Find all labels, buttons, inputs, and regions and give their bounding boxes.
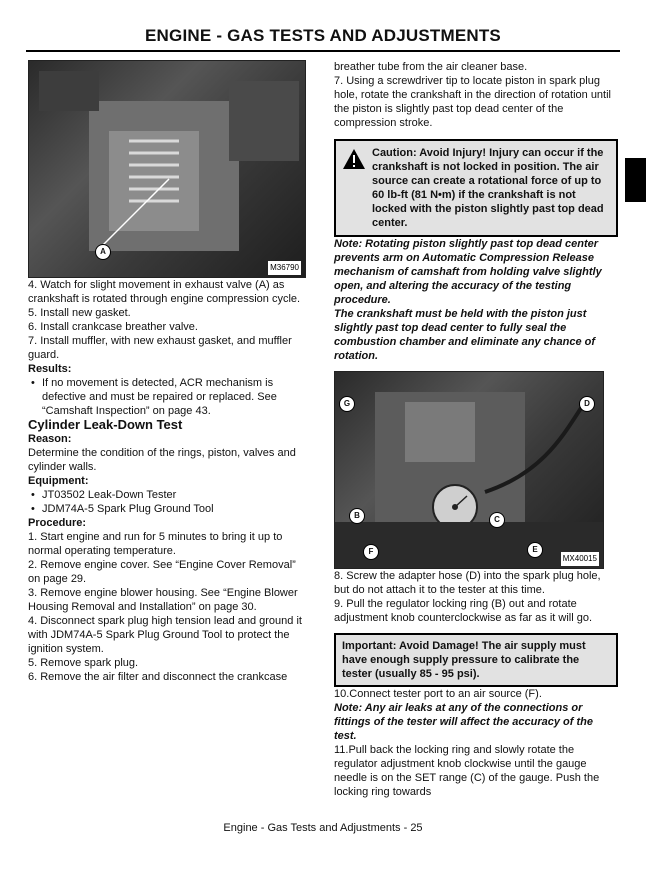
note-top-dead-center: Note: Rotating piston slightly past top dead center prevents arm on Automatic Compression Release mechanism of camshaft from holding valve slightly open, and altering the accuracy of the testing procedure. xyxy=(334,238,602,306)
reason-heading: Reason: xyxy=(28,433,72,445)
caution-text: Caution: Avoid Injury! Injury can occur if the crankshaft is not locked in position. The air source can create a rotational force of up to 60 lb-ft (81 N•m) if the crankshaft is not locked with the piston slightly past top dead center. xyxy=(372,147,604,229)
section-tab xyxy=(625,158,646,202)
page-title: ENGINE - GAS TESTS AND ADJUSTMENTS xyxy=(145,26,501,45)
note-air-leaks: Note: Any air leaks at any of the connections or fittings of the tester will affect the accuracy of the test. xyxy=(334,702,593,742)
procedure-step: 6. Remove the air filter and disconnect the crankcase xyxy=(28,671,288,683)
step-screw-adapter: 8. Screw the adapter hose (D) into the spark plug hole, but do not attach it to the tester at this time. xyxy=(334,570,601,596)
procedure-step: 5. Remove spark plug. xyxy=(28,657,139,669)
callout-e: E xyxy=(527,542,543,558)
engine-valve-photo xyxy=(28,60,306,278)
callout-d: D xyxy=(579,396,595,412)
figure-label: M36790 xyxy=(268,261,301,275)
page-footer: Engine - Gas Tests and Adjustments - 25 xyxy=(223,822,423,834)
important-box: Important: Avoid Damage! The air supply must have enough supply pressure to calibrate the tester (usually 85 - 95 psi). xyxy=(334,633,618,687)
callout-f: F xyxy=(363,544,379,560)
continued-text: breather tube from the air cleaner base. xyxy=(334,61,528,73)
results-heading: Results: xyxy=(28,363,72,375)
procedure-step: 3. Remove engine blower housing. See “Engine Blower Housing Removal and Installation” on page 30. xyxy=(28,587,298,613)
note-crankshaft-held: The crankshaft must be held with the piston just slightly past top dead center to fully seal the combustion chamber and eliminate any chance of rotation. xyxy=(334,308,596,362)
caution-box xyxy=(334,139,618,237)
valve-spring-illustration xyxy=(29,61,305,277)
callout-a: A xyxy=(95,244,111,260)
step-watch-valve: 4. Watch for slight movement in exhaust valve (A) as crankshaft is rotated through engine compression cycle. xyxy=(28,279,301,305)
procedure-step: 4. Disconnect spark plug high tension lead and ground it with JDM74A-5 Spark Plug Ground Tool to protect the ignition system. xyxy=(28,615,302,655)
header-rule xyxy=(26,50,620,52)
step-install-breather: 6. Install crankcase breather valve. xyxy=(28,321,198,333)
procedure-heading: Procedure: xyxy=(28,517,87,529)
callout-b: B xyxy=(349,508,365,524)
callout-c: C xyxy=(489,512,505,528)
step-pull-ring: 9. Pull the regulator locking ring (B) out and rotate adjustment knob counterclockwise as far as it will go. xyxy=(334,598,593,624)
procedure-step: 1. Start engine and run for 5 minutes to bring it up to normal operating temperature. xyxy=(28,531,283,557)
results-bullet: • If no movement is detected, ACR mechanism is defective and must be repaired or replaced. See “Camshaft Inspection” on page 43. xyxy=(28,376,306,418)
equipment-item: • JDM74A-5 Spark Plug Ground Tool xyxy=(28,502,306,516)
leak-down-tester-photo xyxy=(334,371,604,569)
callout-g: G xyxy=(339,396,355,412)
warning-icon xyxy=(342,148,366,170)
left-column xyxy=(28,60,306,684)
step-rotate-knob: 11.Pull back the locking ring and slowly rotate the regulator adjustment knob clockwise until the gauge needle is on the SET range (C) of the gauge. Push the locking ring towards xyxy=(334,744,600,798)
reason-text: Determine the condition of the rings, piston, valves and cylinder walls. xyxy=(28,447,296,473)
equipment-item: • JT03502 Leak-Down Tester xyxy=(28,488,306,502)
procedure-step: 2. Remove engine cover. See “Engine Cover Removal” on page 29. xyxy=(28,559,296,585)
figure-label: MX40015 xyxy=(561,552,599,566)
step-install-gasket: 5. Install new gasket. xyxy=(28,307,131,319)
tester-illustration xyxy=(335,372,603,568)
equipment-heading: Equipment: xyxy=(28,475,89,487)
step-rotate-crankshaft: 7. Using a screwdriver tip to locate piston in spark plug hole, rotate the crankshaft in the direction of rotation until the piston is slightly past top dead center of the compression stroke. xyxy=(334,75,611,129)
step-connect-port: 10.Connect tester port to an air source (F). xyxy=(334,688,542,700)
section-title: Cylinder Leak-Down Test xyxy=(28,417,183,432)
right-column xyxy=(334,60,618,799)
step-install-muffler: 7. Install muffler, with new exhaust gasket, and muffler guard. xyxy=(28,335,292,361)
